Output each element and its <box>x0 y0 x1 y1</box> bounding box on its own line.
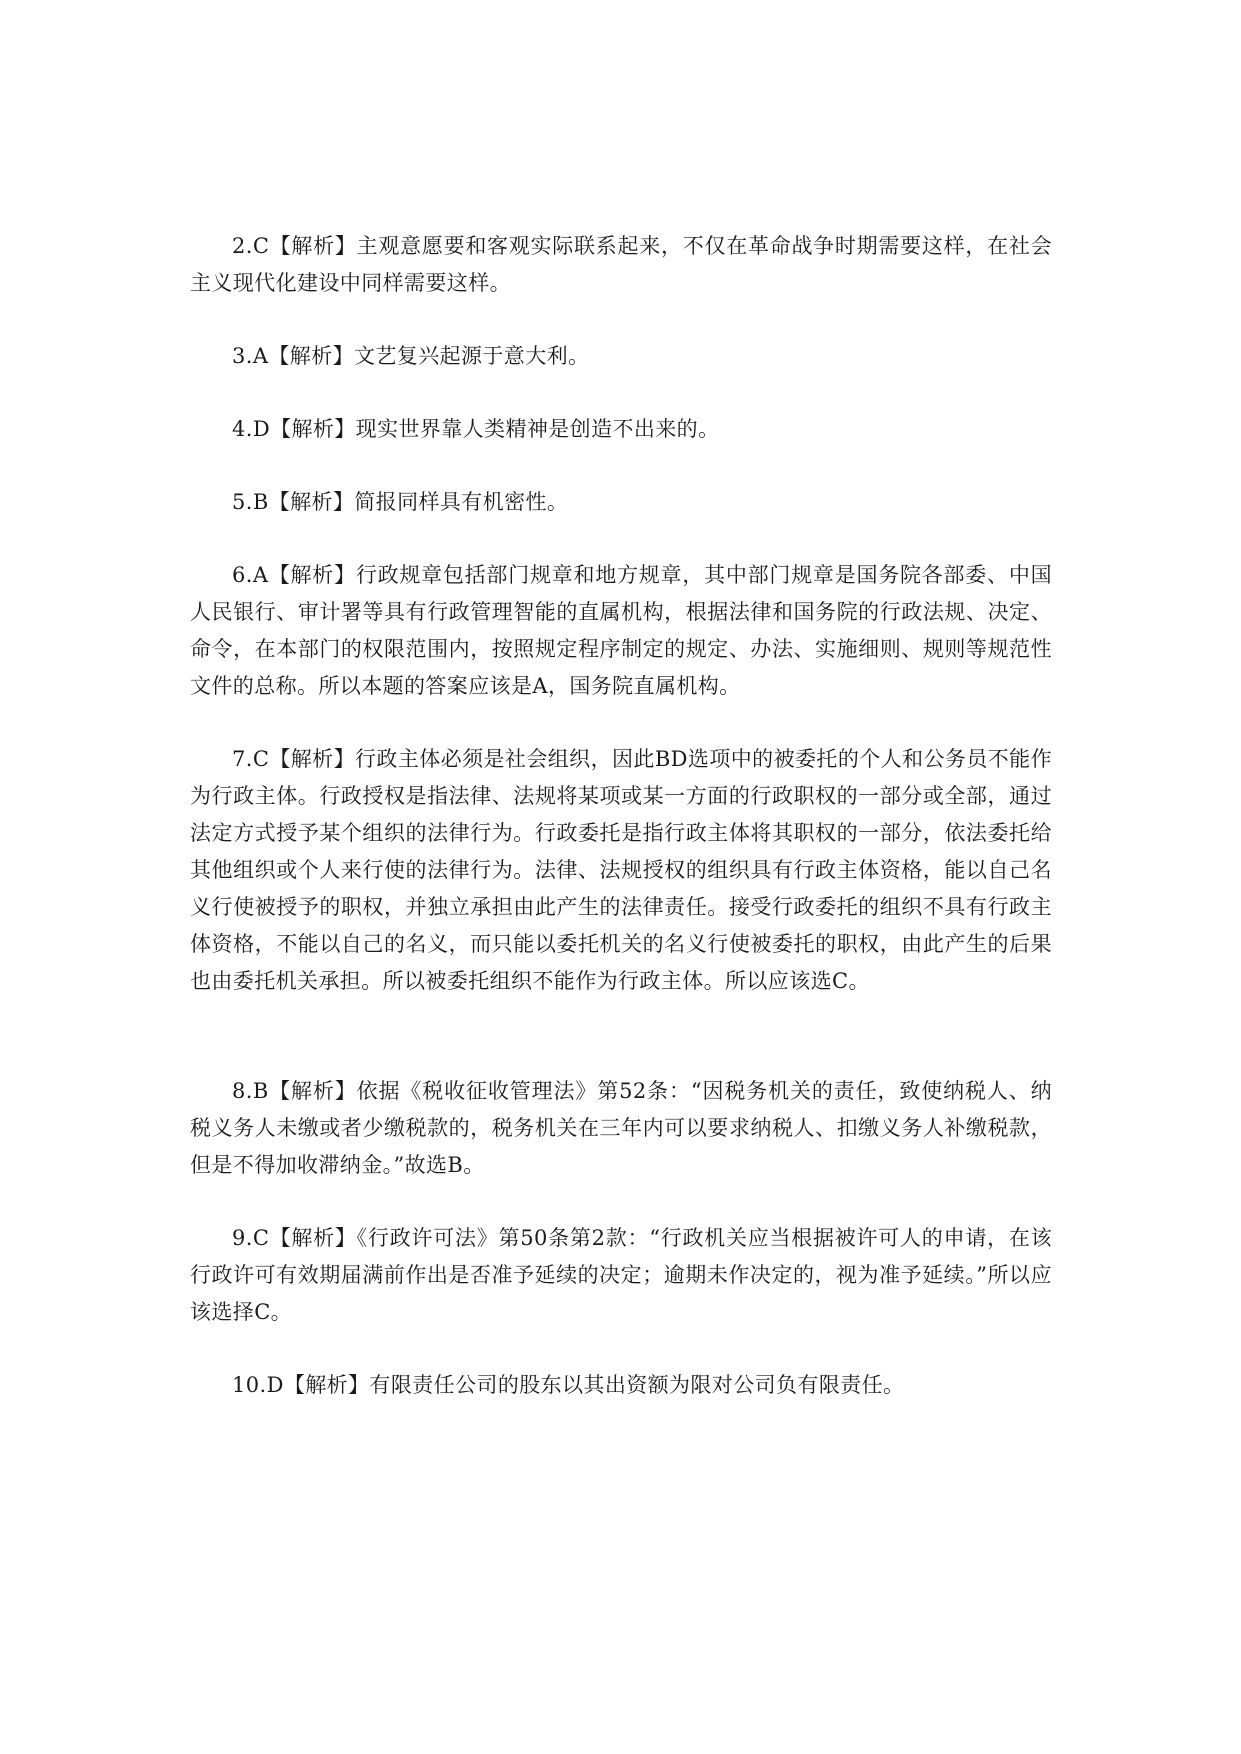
answer-item-8: 8.B【解析】依据《税收征收管理法》第52条：“因税务机关的责任，致使纳税人、纳税义务人未缴或者少缴税款的，税务机关在三年内可以要求纳税人、扣缴义务人补缴税款，但是不得加收滞纳金。”故选B。 <box>190 1079 1052 1177</box>
answer-item-2: 2.C【解析】主观意愿要和客观实际联系起来，不仅在革命战争时期需要这样，在社会主义现代化建设中同样需要这样。 <box>190 234 1052 295</box>
answer-item-9: 9.C【解析】《行政许可法》第50条第2款：“行政机关应当根据被许可人的申请，在该行政许可有效期届满前作出是否准予延续的决定；逾期未作决定的，视为准予延续。”所以应该选择C。 <box>190 1226 1052 1324</box>
answer-item-7: 7.C【解析】行政主体必须是社会组织，因此BD选项中的被委托的个人和公务员不能作为行政主体。行政授权是指法律、法规将某项或某一方面的行政职权的一部分或全部，通过法定方式授予某个组织的法律行为。行政委托是指行政主体将其职权的一部分，依法委托给其他组织或个人来行使的法律行为。法律、法规授权的组织具有行政主体资格，能以自己名义行使被授予的职权，并独立承担由此产生的法律责任。接受行政委托的组织不具有行政主体资格，不能以自己的名义，而只能以委托机关的名义行使被委托的职权，由此产生的后果也由委托机关承担。所以被委托组织不能作为行政主体。所以应该选C。 <box>190 747 1052 993</box>
answer-item-10: 10.D【解析】有限责任公司的股东以其出资额为限对公司负有限责任。 <box>232 1373 905 1397</box>
answer-item-3: 3.A【解析】文艺复兴起源于意大利。 <box>232 344 590 368</box>
answer-item-4: 4.D【解析】现实世界靠人类精神是创造不出来的。 <box>232 417 720 441</box>
answer-explanations <box>190 228 1052 1404</box>
answer-item-6: 6.A【解析】行政规章包括部门规章和地方规章，其中部门规章是国务院各部委、中国人民银行、审计署等具有行政管理智能的直属机构，根据法律和国务院的行政法规、决定、命令，在本部门的权限范围内，按照规定程序制定的规定、办法、实施细则、规则等规范性文件的总称。所以本题的答案应该是A，国务院直属机构。 <box>190 563 1052 698</box>
answer-item-5: 5.B【解析】简报同样具有机密性。 <box>232 490 569 514</box>
